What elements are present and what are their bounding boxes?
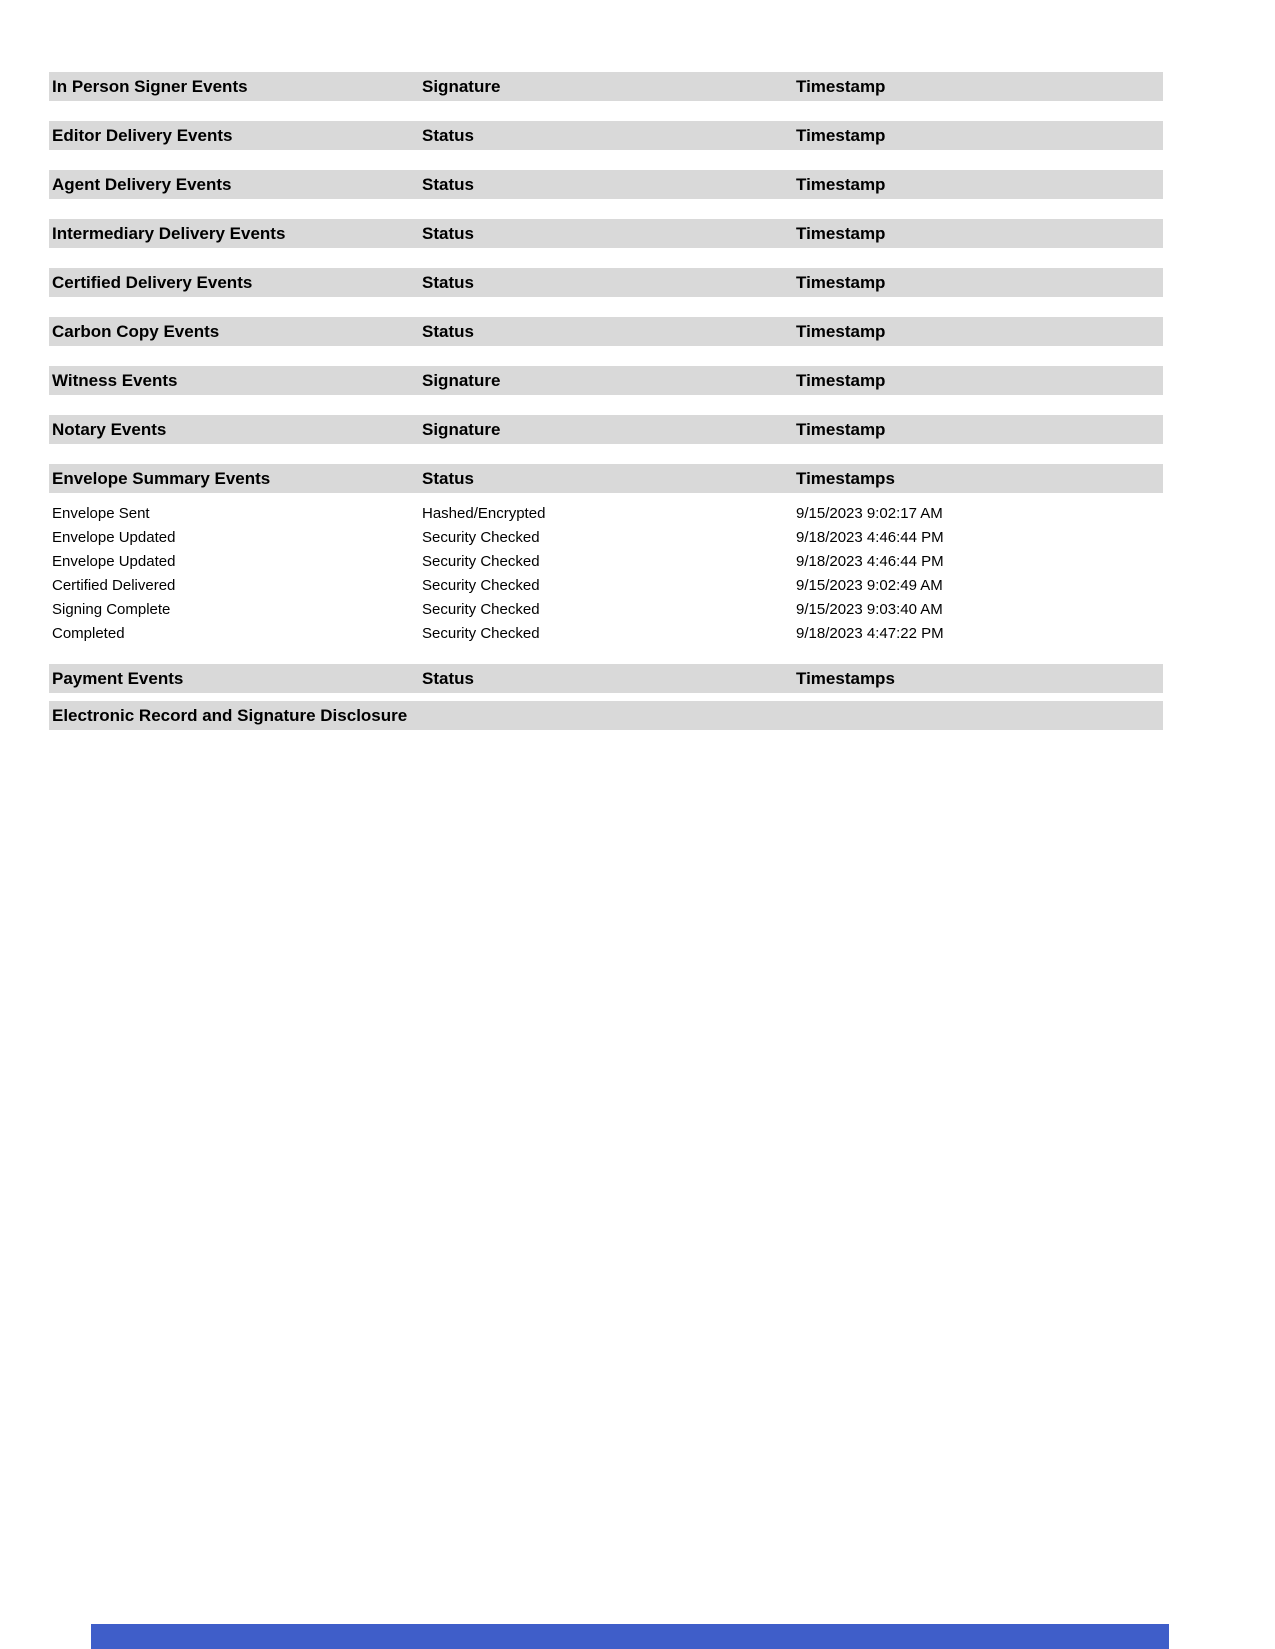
section-header (49, 219, 1163, 248)
section-title: Notary Events (52, 420, 167, 439)
event-timestamp: 9/18/2023 4:47:22 PM (796, 625, 944, 642)
column-header-timestamp: Timestamp (796, 175, 886, 194)
section-header (49, 170, 1163, 199)
section-editor-delivery-events (49, 121, 1163, 150)
table-row (52, 574, 1163, 598)
section-header (49, 268, 1163, 297)
event-name: Completed (52, 625, 125, 642)
table-row (52, 598, 1163, 622)
section-header (49, 72, 1163, 101)
section-title: Carbon Copy Events (52, 322, 220, 341)
section-title: Intermediary Delivery Events (52, 224, 286, 243)
section-envelope-summary-events (49, 464, 1163, 653)
section-title: Witness Events (52, 371, 178, 390)
column-header-timestamp: Timestamp (796, 77, 886, 96)
column-header-status: Status (422, 224, 474, 243)
column-header-timestamps: Timestamps (796, 669, 895, 688)
column-header-status: Status (422, 469, 474, 488)
envelope-summary-rows (49, 493, 1163, 653)
section-header (49, 664, 1163, 693)
section-title: Agent Delivery Events (52, 175, 232, 194)
column-header-timestamp: Timestamp (796, 273, 886, 292)
section-title: Payment Events (52, 669, 184, 688)
column-header-timestamps: Timestamps (796, 469, 895, 488)
section-header (49, 317, 1163, 346)
section-in-person-signer-events (49, 72, 1163, 101)
disclosure-header: Electronic Record and Signature Disclosure (49, 701, 1163, 730)
event-timestamp: 9/18/2023 4:46:44 PM (796, 553, 944, 570)
event-name: Envelope Updated (52, 553, 176, 570)
column-header-timestamp: Timestamp (796, 224, 886, 243)
event-name: Envelope Updated (52, 529, 176, 546)
section-header (49, 366, 1163, 395)
section-notary-events (49, 415, 1163, 444)
column-header-timestamp: Timestamp (796, 126, 886, 145)
column-header-status: Status (422, 322, 474, 341)
section-header (49, 464, 1163, 493)
table-row (52, 526, 1163, 550)
column-header-timestamp: Timestamp (796, 420, 886, 439)
event-name: Certified Delivered (52, 577, 176, 594)
event-status: Security Checked (422, 529, 540, 546)
event-status: Security Checked (422, 577, 540, 594)
event-status: Hashed/Encrypted (422, 505, 546, 522)
section-intermediary-delivery-events (49, 219, 1163, 248)
section-agent-delivery-events (49, 170, 1163, 199)
section-title: Certified Delivery Events (52, 273, 253, 292)
table-row (52, 622, 1163, 646)
column-header-timestamp: Timestamp (796, 322, 886, 341)
event-name: Envelope Sent (52, 505, 150, 522)
section-title: Editor Delivery Events (52, 126, 233, 145)
audit-trail-content (49, 72, 1163, 730)
event-name: Signing Complete (52, 601, 171, 618)
bottom-page-divider-bar (91, 1624, 1169, 1649)
section-title: In Person Signer Events (52, 77, 248, 96)
table-row (52, 502, 1163, 526)
section-header (49, 121, 1163, 150)
column-header-status: Status (422, 273, 474, 292)
event-timestamp: 9/15/2023 9:03:40 AM (796, 601, 943, 618)
event-status: Security Checked (422, 625, 540, 642)
column-header-timestamp: Timestamp (796, 371, 886, 390)
column-header-signature: Signature (422, 77, 501, 96)
section-header (49, 415, 1163, 444)
event-status: Security Checked (422, 553, 540, 570)
table-row (52, 550, 1163, 574)
column-header-status: Status (422, 669, 474, 688)
event-timestamp: 9/15/2023 9:02:17 AM (796, 505, 943, 522)
event-status: Security Checked (422, 601, 540, 618)
column-header-status: Status (422, 126, 474, 145)
section-certified-delivery-events (49, 268, 1163, 297)
event-timestamp: 9/18/2023 4:46:44 PM (796, 529, 944, 546)
event-timestamp: 9/15/2023 9:02:49 AM (796, 577, 943, 594)
section-payment-events (49, 664, 1163, 693)
section-title: Envelope Summary Events (52, 469, 271, 488)
column-header-signature: Signature (422, 420, 501, 439)
section-witness-events (49, 366, 1163, 395)
section-carbon-copy-events (49, 317, 1163, 346)
column-header-status: Status (422, 175, 474, 194)
column-header-signature: Signature (422, 371, 501, 390)
